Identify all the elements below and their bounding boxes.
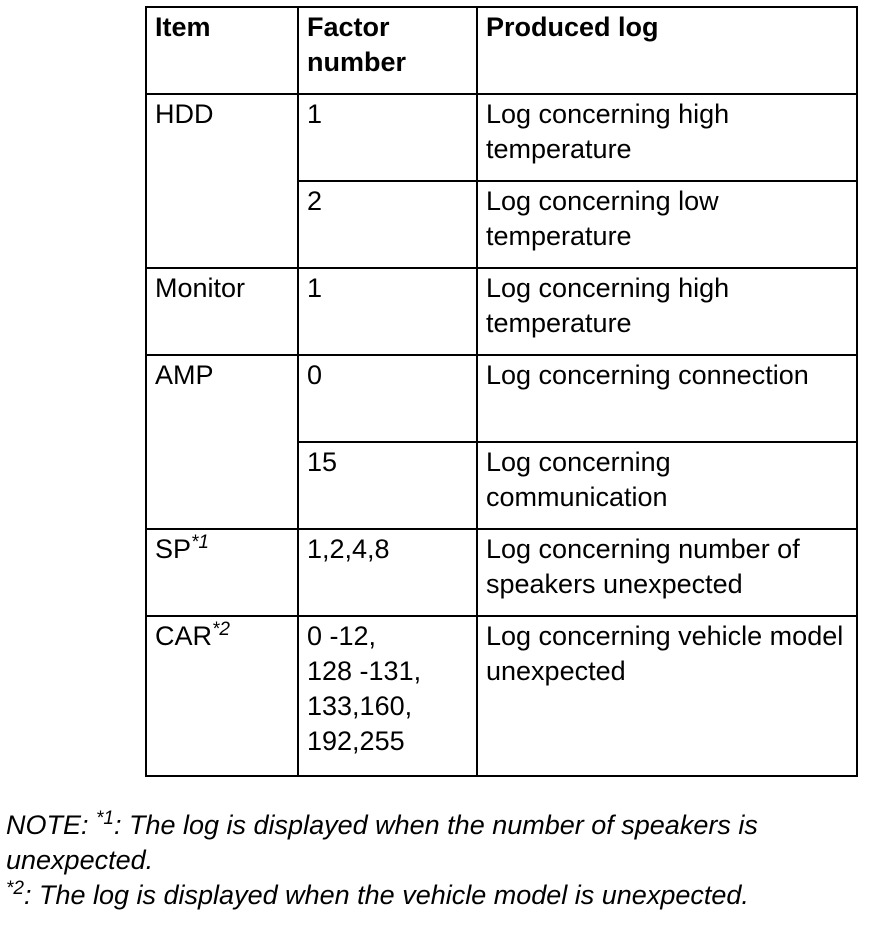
footnote-mark: *1	[96, 808, 114, 829]
item-cell	[146, 529, 298, 616]
factor-cell: 0 -12, 128 -131, 133,160, 192,255	[298, 616, 477, 776]
note-1-text: : The log is displayed when the number of speakers is	[113, 810, 758, 840]
item-cell: HDD	[146, 94, 298, 268]
factor-cell: 2	[298, 181, 477, 268]
factor-cell: 1	[298, 268, 477, 355]
log-cell: Log concerning connection	[477, 355, 857, 442]
log-cell: Log concerning low temperature	[477, 181, 857, 268]
factor-cell: 15	[298, 442, 477, 529]
factor-cell: 1	[298, 94, 477, 181]
item-cell: AMP	[146, 355, 298, 529]
item-cell: Monitor	[146, 268, 298, 355]
item-label: CAR	[155, 621, 213, 651]
note-2	[6, 878, 876, 913]
factor-cell: 0	[298, 355, 477, 442]
header-produced-log: Produced log	[477, 7, 857, 94]
item-label: SP	[155, 534, 192, 564]
footnote-mark: *1	[191, 532, 209, 553]
log-factor-table	[145, 6, 858, 777]
footnote-mark: *2	[212, 619, 230, 640]
footnote-mark: *2	[6, 878, 24, 899]
table-header-row	[146, 7, 857, 94]
note-prefix: NOTE:	[6, 810, 97, 840]
note-1-continued: unexpected.	[6, 845, 154, 875]
notes	[6, 808, 876, 913]
log-cell: Log concerning high temperature	[477, 94, 857, 181]
factor-cell: 1,2,4,8	[298, 529, 477, 616]
log-cell: Log concerning communication	[477, 442, 857, 529]
note-1	[6, 808, 876, 843]
table-row	[146, 616, 857, 776]
item-cell	[146, 616, 298, 776]
table-row	[146, 355, 857, 442]
header-item: Item	[146, 7, 298, 94]
log-cell: Log concerning high temperature	[477, 268, 857, 355]
log-cell: Log concerning number of speakers unexpected	[477, 529, 857, 616]
table-row	[146, 94, 857, 181]
table-row	[146, 268, 857, 355]
header-factor-number: Factor number	[298, 7, 477, 94]
table-row	[146, 529, 857, 616]
log-cell: Log concerning vehicle model unexpected	[477, 616, 857, 776]
note-2-text: : The log is displayed when the vehicle model is unexpected.	[23, 880, 749, 910]
